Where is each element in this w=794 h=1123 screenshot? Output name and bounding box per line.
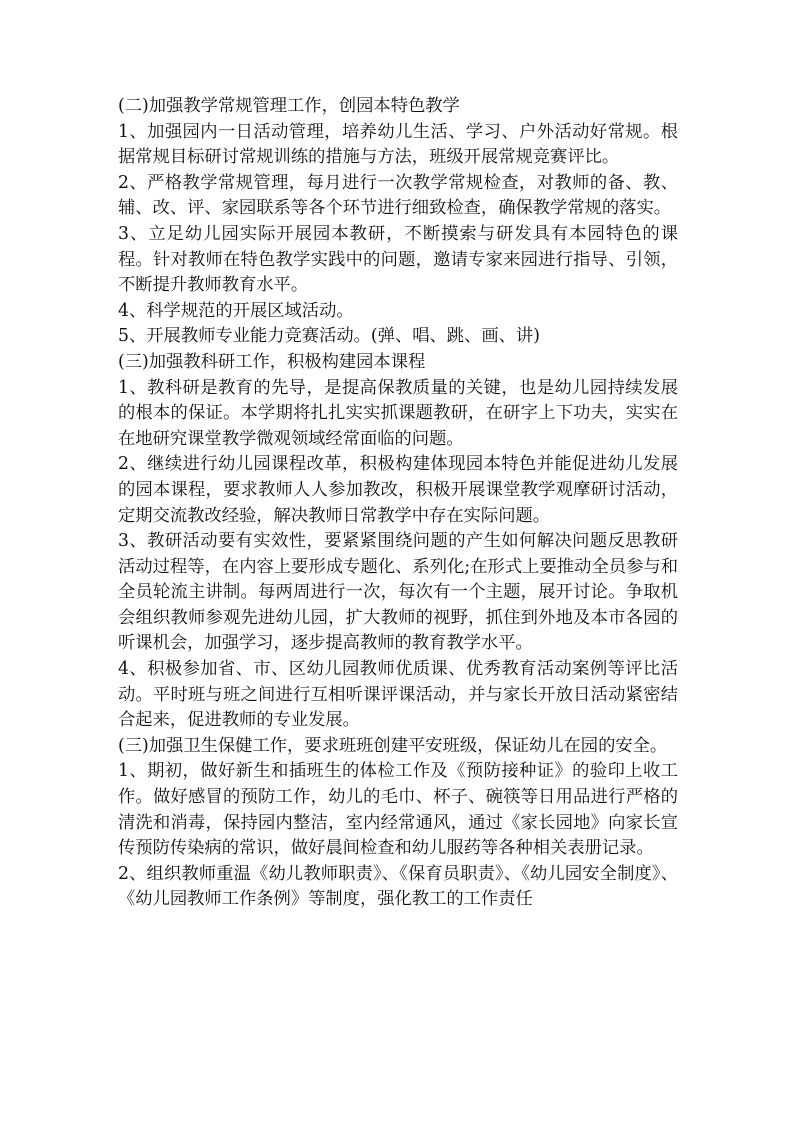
paragraph-5: 5、开展教师专业能力竞赛活动。(弹、唱、跳、画、讲)	[118, 326, 540, 347]
paragraph-2: 2、严格教学常规管理，每月进行一次教学常规检查，对教师的备、教、辅、改、评、家园联系等各个环节进行细致检查，确保教学常规的落实。	[118, 172, 678, 219]
paragraph-research-3: 3、教研活动要有实效性，要紧紧围绕问题的产生如何解决问题反思教研活动过程等，在内容上要形成专题化、系列化;在形式上要推动全员参与和全员轮流主讲制。每两周进行一次，每次有一个主题，展开讨论。争取机会组织教师参观先进幼儿园，扩大教师的视野，抓住到外地及本市各园的听课机会，加强学习，逐步提高教师的教育教学水平。	[118, 531, 678, 654]
paragraph-research-4: 4、积极参加省、市、区幼儿园教师优质课、优秀教育活动案例等评比活动。平时班与班之间进行互相听课评课活动，并与家长开放日活动紧密结合起来，促进教师的专业发展。	[118, 659, 678, 731]
paragraph-research-1: 1、教科研是教育的先导，是提高保教质量的关键，也是幼儿园持续发展的根本的保证。本学期将扎扎实实抓课题教研，在研字上下功夫，实实在在地研究课堂教学微观领域经常面临的问题。	[118, 377, 678, 449]
paragraph-health-2: 2、组织教师重温《幼儿教师职责》、《保育员职责》、《幼儿园安全制度》、《幼儿园教师工作条例》等制度，强化教工的工作责任	[118, 863, 678, 910]
paragraph-1: 1、加强园内一日活动管理，培养幼儿生活、学习、户外活动好常规。根据常规目标研讨常规训练的措施与方法，班级开展常规竞赛评比。	[118, 121, 678, 168]
paragraph-3: 3、立足幼儿园实际开展园本教研，不断摸索与研发具有本园特色的课程。针对教师在特色教学实践中的问题，邀请专家来园进行指导、引领，不断提升教师教育水平。	[118, 223, 678, 296]
section-heading-teaching-routine: (二)加强教学常规管理工作，创园本特色教学	[118, 96, 460, 116]
section-heading-research: (三)加强教科研工作，积极构建园本课程	[118, 351, 426, 372]
paragraph-4: 4、科学规范的开展区域活动。	[118, 300, 354, 321]
paragraph-health-1: 1、期初，做好新生和插班生的体检工作及《预防接种证》的验印上收工作。做好感冒的预防工作，幼儿的毛巾、杯子、碗筷等日用品进行严格的清洗和消毒，保持园内整洁，室内经常通风，通过《家长园地》向家长宣传预防传染病的常识，做好晨间检查和幼儿服药等各种相关表册记录。	[118, 761, 678, 859]
paragraph-research-2: 2、继续进行幼儿园课程改革，积极构建体现园本特色并能促进幼儿发展的园本课程，要求教师人人参加教改，积极开展课堂教学观摩研讨活动，定期交流教改经验，解决教师日常教学中存在实际问题。	[118, 454, 678, 526]
document-body	[118, 94, 678, 913]
section-heading-health: (三)加强卫生保健工作，要求班班创建平安班级，保证幼儿在园的安全。	[118, 735, 668, 756]
